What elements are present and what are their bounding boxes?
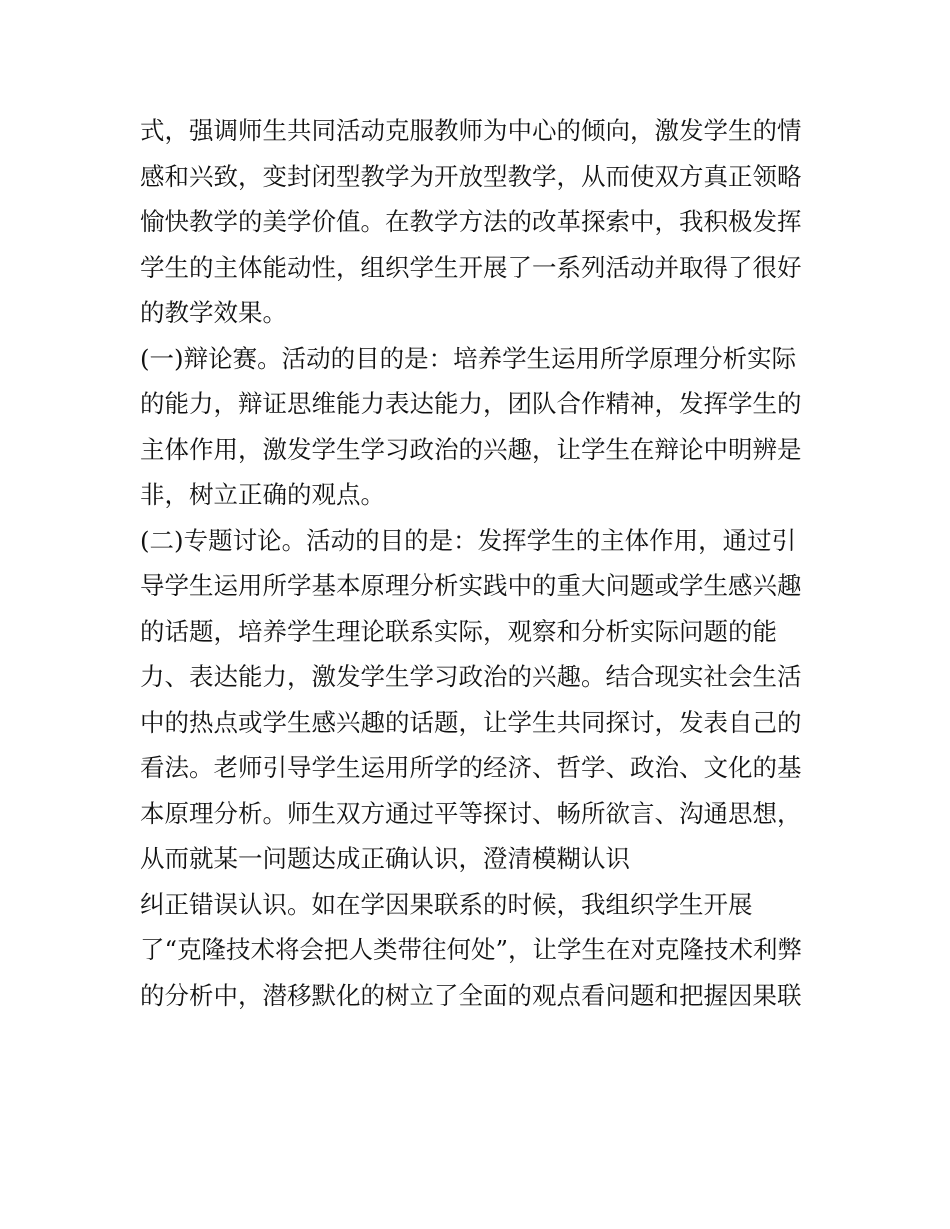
text-line: 式，强调师生共同活动克服教师为中心的倾向，激发学生的情 (140, 116, 802, 145)
text-line: 的能力，辩证思维能力表达能力，团队合作精神，发挥学生的 (140, 389, 802, 418)
text-line: 的教学效果。 (140, 298, 287, 327)
text-line: (一)辩论赛。活动的目的是：培养学生运用所学原理分析实际 (140, 343, 797, 373)
text-line: 纠正错误认识。如在学因果联系的时候，我组织学生开展 (140, 889, 753, 919)
text-line: 导学生运用所学基本原理分析实践中的重大问题或学生感兴趣 (140, 571, 802, 600)
text-line: 力、表达能力，激发学生学习政治的兴趣。结合现实社会生活 (140, 662, 802, 691)
text-line: (二)专题讨论。活动的目的是：发挥学生的主体作用，通过引 (140, 525, 797, 555)
text-line: 中的热点或学生感兴趣的话题，让学生共同探讨，发表自己的 (140, 707, 802, 737)
body-text (140, 108, 820, 1018)
text-line: 本原理分析。师生双方通过平等探讨、畅所欲言、沟通思想， (140, 798, 802, 828)
text-line: 了“克隆技术将会把人类带往何处”，让学生在对克隆技术利弊 (140, 935, 803, 964)
text-line: 主体作用，激发学生学习政治的兴趣，让学生在辩论中明辨是 (140, 434, 802, 464)
text-line: 学生的主体能动性，组织学生开展了一系列活动并取得了很好 (140, 252, 802, 282)
text-line: 的分析中，潜移默化的树立了全面的观点看问题和把握因果联 (140, 980, 802, 1010)
text-line: 非，树立正确的观点。 (140, 480, 385, 509)
text-line: 感和兴致，变封闭型教学为开放型教学，从而使双方真正领略 (140, 161, 802, 191)
text-line: 从而就某一问题达成正确认识，澄清模糊认识 (140, 844, 630, 873)
text-line: 的话题，培养学生理论联系实际，观察和分析实际问题的能 (140, 616, 777, 646)
text-line: 愉快教学的美学价值。在教学方法的改革探索中，我积极发挥 (140, 207, 802, 236)
text-line: 看法。老师引导学生运用所学的经济、哲学、政治、文化的基 (140, 753, 802, 782)
